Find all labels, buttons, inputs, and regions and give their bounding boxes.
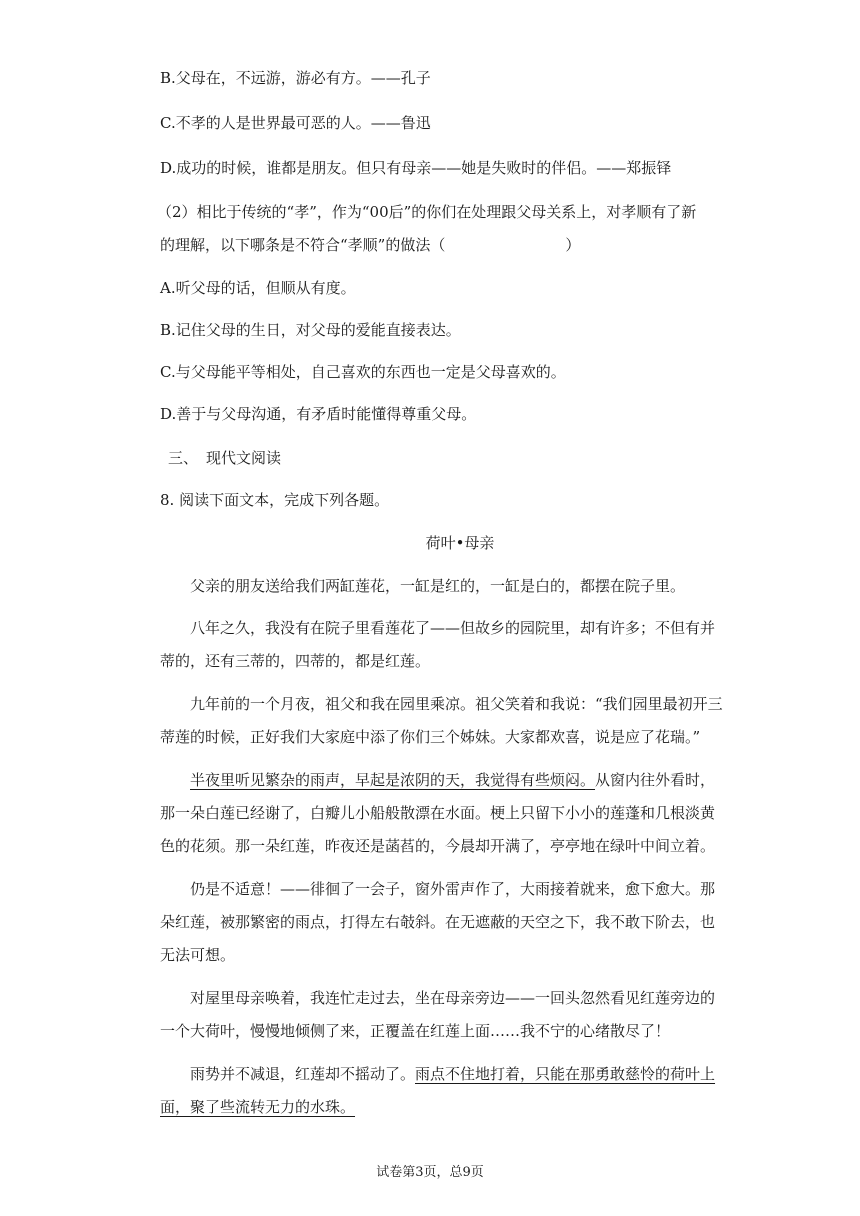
paragraph-4-line2: 那一朵白莲已经谢了，白瓣儿小船般散漂在水面。梗上只留下小小的莲蓬和几根淡黄 (160, 804, 716, 822)
question-stem: 8. 阅读下面文本，完成下列各题。 (160, 491, 390, 509)
underlined-sentence: 半夜里听见繁杂的雨声，早起是浓阴的天，我觉得有些烦闷。 (190, 771, 596, 789)
paragraph-1: 父亲的朋友送给我们两缸莲花，一缸是红的，一缸是白的，都摆在院子里。 (190, 577, 686, 595)
paragraph-5-line2: 朵红莲，被那繁密的雨点，打得左右攲斜。在无遮蔽的天空之下，我不敢下阶去，也 (160, 913, 716, 931)
question-stem-line2 (160, 235, 580, 255)
option-d: D.善于与父母沟通，有矛盾时能懂得尊重父母。 (160, 405, 477, 423)
paragraph-text: 从窗内往外看时， (595, 771, 716, 789)
page-footer: 试卷第3页，总9页 (376, 1165, 484, 1180)
paragraph-7-line2 (160, 1097, 355, 1117)
underlined-sentence: 雨点不住地打着，只能在那勇敢慈怜的荷叶上 (415, 1065, 716, 1083)
paragraph-text: 雨势并不减退，红莲却不摇动了。 (190, 1065, 416, 1083)
paragraph-2-line1: 八年之久，我没有在院子里看莲花了——但故乡的园院里，却有许多；不但有并 (190, 619, 716, 637)
option-b: B.记住父母的生日，对父母的爱能直接表达。 (160, 321, 461, 339)
paragraph-2-line2: 蒂的，还有三蒂的，四蒂的，都是红莲。 (160, 652, 431, 670)
option-c: C.不孝的人是世界最可恶的人。——鲁迅 (160, 114, 431, 132)
paragraph-6-line2: 一个大荷叶，慢慢地倾侧了来，正覆盖在红莲上面……我不宁的心绪散尽了！ (160, 1022, 671, 1040)
section-heading (168, 448, 281, 468)
question-stem-line1: （2）相比于传统的“孝”，作为“00后”的你们在处理跟父母关系上，对孝顺有了新 (157, 203, 697, 221)
option-c: C.与父母能平等相处，自己喜欢的东西也一定是父母喜欢的。 (160, 363, 566, 381)
paragraph-5-line1: 仍是不适意！——徘徊了一会子，窗外雷声作了，大雨接着就来，愈下愈大。那 (190, 880, 716, 898)
paragraph-3-line2: 蒂莲的时候，正好我们大家庭中添了你们三个姊妹。大家都欢喜，说是应了花瑞。” (160, 728, 701, 746)
passage-title: 荷叶•母亲 (425, 534, 495, 552)
option-d: D.成功的时候，谁都是朋友。但只有母亲——她是失败时的伴侣。——郑振铎 (160, 159, 672, 177)
option-b: B.父母在，不远游，游必有方。——孔子 (160, 69, 431, 87)
question-stem-text: 的理解，以下哪条是不符合“孝顺”的做法（ (160, 236, 446, 254)
paragraph-7-line1 (190, 1064, 715, 1084)
question-stem-close: ） (565, 236, 581, 254)
paragraph-4-line1 (190, 770, 715, 790)
section-number: 三、 (168, 449, 199, 467)
option-a: A.听父母的话，但顺从有度。 (160, 279, 356, 297)
paragraph-3-line1: 九年前的一个月夜，祖父和我在园里乘凉。祖父笑着和我说：“我们园里最初开三 (190, 695, 723, 713)
paragraph-5-line3: 无法可想。 (160, 946, 236, 964)
underlined-sentence: 面，聚了些流转无力的水珠。 (160, 1098, 356, 1116)
paragraph-6-line1: 对屋里母亲唤着，我连忙走过去，坐在母亲旁边——一回头忽然看见红莲旁边的 (190, 989, 716, 1007)
paragraph-4-line3: 色的花须。那一朵红莲，昨夜还是菡萏的，今晨却开满了，亭亭地在绿叶中间立着。 (160, 837, 716, 855)
section-title: 现代文阅读 (206, 449, 282, 467)
